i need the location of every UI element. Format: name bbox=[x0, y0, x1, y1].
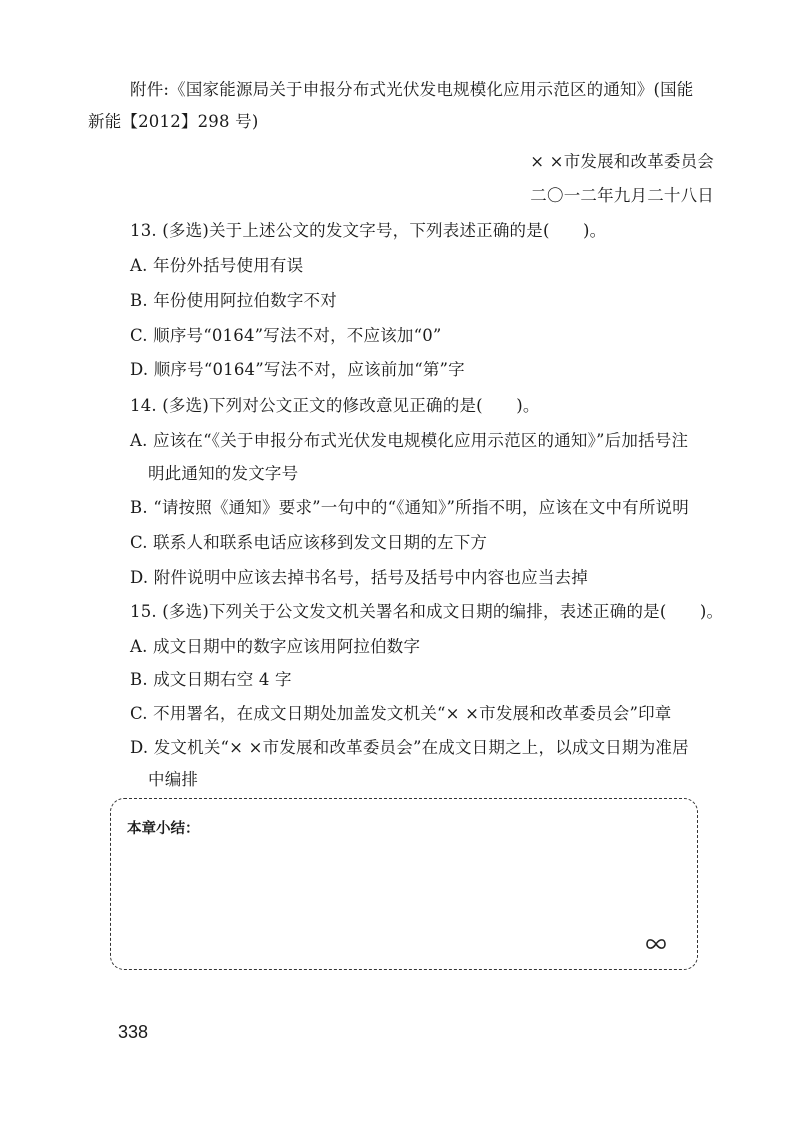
question-13-option-c: C. 顺序号“0164”写法不对，不应该加“0” bbox=[130, 326, 442, 345]
page-number: 338 bbox=[118, 1022, 149, 1042]
question-15-option-d-continued: 中编排 bbox=[148, 770, 199, 789]
question-13-stem: 13. (多选)关于上述公文的发文字号，下列表述正确的是( )。 bbox=[130, 221, 607, 240]
question-15-option-c: C. 不用署名，在成文日期处加盖发文机关“× ×市发展和改革委员会”印章 bbox=[130, 704, 672, 723]
attachment-line-2: 新能【2012】298 号) bbox=[88, 112, 259, 131]
question-14-option-d: D. 附件说明中应该去掉书名号，括号及括号中内容也应当去掉 bbox=[130, 568, 588, 587]
question-15-option-d: D. 发文机关“× ×市发展和改革委员会”在成文日期之上，以成文日期为准居 bbox=[130, 738, 689, 757]
question-14-stem: 14. (多选)下列对公文正文的修改意见正确的是( )。 bbox=[130, 396, 540, 415]
question-13-option-d: D. 顺序号“0164”写法不对，应该前加“第”字 bbox=[130, 360, 465, 379]
question-14-option-b: B. “请按照《通知》要求”一句中的“《通知》”所指不明，应该在文中有所说明 bbox=[130, 498, 689, 517]
question-13-option-a: A. 年份外括号使用有误 bbox=[130, 256, 304, 275]
question-14-option-a-continued: 明此通知的发文字号 bbox=[148, 464, 299, 483]
question-15-option-a: A. 成文日期中的数字应该用阿拉伯数字 bbox=[130, 637, 421, 656]
question-15-stem: 15. (多选)下列关于公文发文机关署名和成文日期的编排，表述正确的是( )。 bbox=[130, 602, 724, 621]
issuing-organization: × ×市发展和改革委员会 bbox=[530, 152, 714, 171]
question-15-option-b: B. 成文日期右空 4 字 bbox=[130, 670, 292, 689]
question-14-option-c: C. 联系人和联系电话应该移到发文日期的左下方 bbox=[130, 533, 488, 552]
decorative-knot-icon bbox=[645, 937, 667, 951]
question-13-option-b: B. 年份使用阿拉伯数字不对 bbox=[130, 291, 337, 310]
question-14-option-a: A. 应该在“《关于申报分布式光伏发电规模化应用示范区的通知》”后加括号注 bbox=[130, 431, 689, 450]
chapter-summary-box bbox=[110, 798, 698, 970]
issue-date: 二〇一二年九月二十八日 bbox=[530, 186, 714, 205]
chapter-summary-label: 本章小结： bbox=[127, 821, 200, 837]
attachment-line-1: 附件:《国家能源局关于申报分布式光伏发电规模化应用示范区的通知》(国能 bbox=[130, 80, 694, 99]
